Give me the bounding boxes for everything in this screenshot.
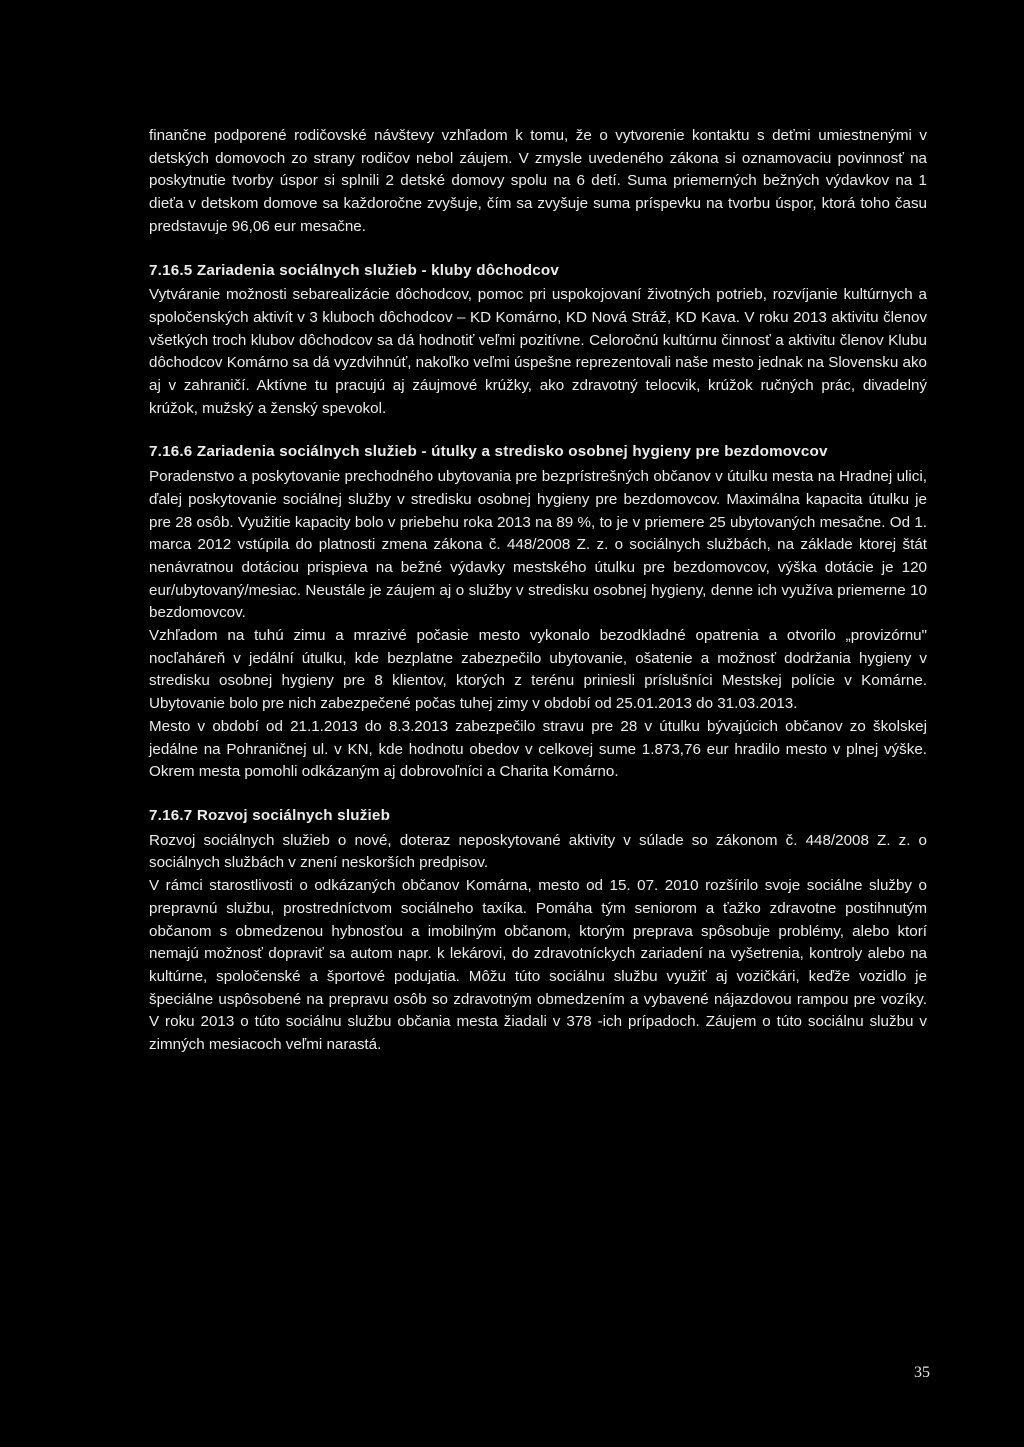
section-title: 7.16.6 Zariadenia sociálnych služieb - útulky a stredisko osobnej hygieny pre bezdomovcov [149,443,828,461]
section-paragraph: V rámci starostlivosti o odkázaných občanov Komárna, mesto od 15. 07. 2010 rozšírilo svoje sociálne služby o prepravnú službu, prostredníctvom sociálneho taxíka. Pomáha tým seniorom a ťažko zdravotne postihnutým občanom s obmedzenou hybnosťou a imobilným občanom, ktorým preprava spôsobuje problémy, alebo ktorí nemajú možnosť dopraviť sa autom napr. k lekárovi, do zdravotníckych zariadení na vyšetrenia, kontroly alebo na kultúrne, spoločenské a športové podujatia. Môžu túto sociálnu službu využiť aj vozičkári, keďže vozidlo je špeciálne uspôsobené na prepravu osôb so zdravotným obmedzením a vybavené nájazdovou rampou pre vozíky. V roku 2013 o túto sociálnu službu občania mesta žiadali v 378 -ich prípadoch. Záujem o túto sociálnu službu v zimných mesiacoch veľmi narastá. [149,877,927,1054]
document-page [149,125,927,1057]
section-paragraph: Vytváranie možnosti sebarealizácie dôchodcov, pomoc pri uspokojovaní životných potrieb, rozvíjanie kultúrnych a spoločenských aktivít v 3 kluboch dôchodcov – KD Komárno, KD Nová Stráž, KD Kava. V roku 2013 aktivitu členov všetkých troch klubov dôchodcov sa dá hodnotiť veľmi pozitívne. Celoročnú kultúrnu činnosť a aktivitu členov Klubu dôchodcov Komárno sa dá vyzdvihnúť, nakoľko veľmi úspešne reprezentovali naše mesto jednak na Slovensku ako aj v zahraničí. Aktívne tu pracujú aj záujmové krúžky, ako zdravotný telocvik, krúžok ručných prác, divadelný krúžok, mužský a ženský spevokol. [149,286,927,417]
intro-paragraph: finančne podporené rodičovské návštevy vzhľadom k tomu, že o vytvorenie kontaktu s deťmi umiestnenými v detských domovoch zo strany rodičov nebol záujem. V zmysle uvedeného zákona si oznamovaciu povinnosť na poskytnutie tvorby úspor si splnili 2 detské domovy spolu na 6 detí. Suma priemerných bežných výdavkov na 1 dieťa v detskom domove sa každoročne zvyšuje, čím sa zvyšuje suma príspevku na tvorbu úspor, ktorá toho času predstavuje 96,06 eur mesačne. [149,127,927,235]
section-rozvoj-sluzieb [149,805,927,1057]
section-title: 7.16.5 Zariadenia sociálnych služieb - kluby dôchodcov [149,261,560,279]
section-utulky-bezdomovcov [149,441,927,784]
section-paragraph: Mesto v období od 21.1.2013 do 8.3.2013 zabezpečilo stravu pre 28 v útulku bývajúcich občanov zo školskej jedálne na Pohraničnej ul. v KN, kde hodnotu obedov v celkovej sume 1.873,76 eur hradilo mesto v plnej výške. Okrem mesta pomohli odkázaným aj dobrovoľníci a Charita Komárno. [149,717,927,781]
section-paragraph: Poradenstvo a poskytovanie prechodného ubytovania pre bezprístrešných občanov v útulku mesta na Hradnej ulici, ďalej poskytovanie sociálnej služby v stredisku osobnej hygieny pre bezdomovcov. Maximálna kapacita útulku je pre 28 osôb. Využitie kapacity bolo v priebehu roka 2013 na 89 %, to je v priemere 25 ubytovaných mesačne. Od 1. marca 2012 vstúpila do platnosti zmena zákona č. 448/2008 Z. z. o sociálnych službách, na základe ktorej štát nenávratnou dotáciou prispieva na bežné výdavky mestského útulku pre bezdomovcov, výška dotácie je 120 eur/ubytovaný/mesiac. Neustále je záujem aj o služby v stredisku osobnej hygieny, denne ich využíva priemerne 10 bezdomovcov. [149,468,927,622]
section-paragraph: Rozvoj sociálnych služieb o nové, doteraz neposkytované aktivity v súlade so zákonom č. 448/2008 Z. z. o sociálnych službách v znení neskorších predpisov. [149,831,927,872]
page-number: 35 [914,1364,930,1381]
section-kluby-dochodcov [149,260,927,421]
section-title: 7.16.7 Rozvoj sociálnych služieb [149,806,391,824]
section-paragraph: Vzhľadom na tuhú zimu a mrazivé počasie mesto vykonalo bezodkladné opatrenia a otvorilo „provizórnu" nocľaháreň v jedální útulku, kde bezplatne zabezpečilo ubytovanie, ošatenie a možnosť dodržania hygieny v stredisku osobnej hygieny pre 8 klientov, ktorých z terénu priniesli príslušníci Mestskej polície v Komárne. Ubytovanie bolo pre nich zabezpečené počas tuhej zimy v období od 25.01.2013 do 31.03.2013. [149,627,927,713]
